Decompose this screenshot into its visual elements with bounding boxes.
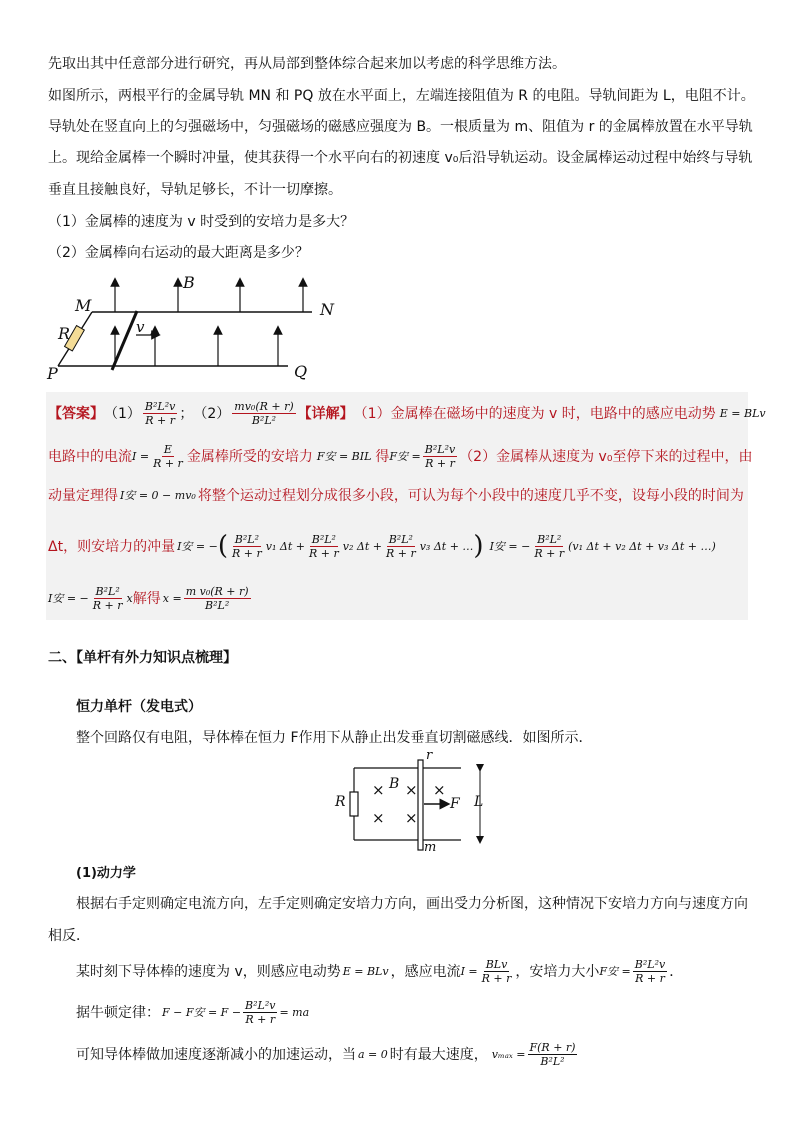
term-v1: v₁ Δt + xyxy=(265,539,305,553)
term-fraction xyxy=(307,533,341,560)
fraction-numerator: B²L² xyxy=(95,584,120,598)
dynamics-line-3 xyxy=(76,954,683,988)
fraction-denominator: R + r xyxy=(245,1012,276,1026)
force-symbol: F安 = xyxy=(389,450,421,463)
detail-text: 动量定理得 xyxy=(48,488,118,504)
label-q: Q xyxy=(294,362,308,381)
fraction-numerator: B²L² xyxy=(388,532,413,546)
fraction-denominator: R + r xyxy=(92,598,123,612)
term-fraction xyxy=(384,533,418,560)
fraction-numerator: B²L²v xyxy=(424,442,456,456)
label-force: F xyxy=(450,796,460,812)
term-fraction xyxy=(230,533,264,560)
dynamics-line-1: 根据右手定则确定电流方向，左手定则确定安培力方向，画出受力分析图，这种情况下安培力方向与速度方向 xyxy=(76,896,748,912)
label-n: N xyxy=(320,300,334,319)
detail-text: 得 xyxy=(375,449,390,465)
fraction-denominator: R + r xyxy=(153,456,183,470)
section-title: 二、【单杆有外力知识点梳理】 xyxy=(48,650,237,666)
detail-text: Δt，则安培力的冲量 xyxy=(48,539,176,555)
impulse-symbol: I安 = − xyxy=(48,592,89,605)
newton-equation: F − F安 = F − xyxy=(162,1006,242,1019)
answer-row-2 xyxy=(48,440,752,472)
impulse-symbol: I安 = − xyxy=(177,540,218,553)
force-fraction xyxy=(633,958,667,985)
term-fraction xyxy=(532,533,566,560)
dynamics-line-4 xyxy=(76,994,309,1030)
text: ，感应电流 xyxy=(390,964,461,980)
accel-zero: a = 0 xyxy=(358,1047,388,1061)
intro-line-3: 导轨处在竖直向上的匀强磁场中，匀强磁场的磁感应强度为 B。一根质量为 m、阻值为 r 的金属棒放置在水平导轨 xyxy=(48,119,753,135)
field-cross: × xyxy=(372,809,385,827)
fraction-denominator: R + r xyxy=(385,546,416,560)
fraction-numerator: E xyxy=(163,442,172,456)
newton-fraction xyxy=(243,999,277,1026)
metal-rod xyxy=(112,311,137,370)
fraction-denominator: B²L² xyxy=(205,598,230,612)
fraction-numerator: B²L² xyxy=(311,532,336,546)
fraction-numerator: m v₀(R + r) xyxy=(185,584,249,598)
distance-symbol: x xyxy=(126,591,133,605)
fraction-denominator: R + r xyxy=(308,546,339,560)
term-v2: v₂ Δt + xyxy=(342,539,382,553)
fraction-numerator: B²L² xyxy=(234,532,259,546)
label-p: P xyxy=(47,364,58,383)
answer-row-3 xyxy=(48,484,744,506)
term-fraction xyxy=(91,585,125,612)
detail-text: （2）金属棒从速度为 v₀至停下来的过程中，由 xyxy=(459,449,753,465)
fraction-denominator: R + r xyxy=(635,971,665,985)
answer-part-2: （2） xyxy=(193,406,231,422)
dynamics-line-2: 相反． xyxy=(48,928,90,944)
term-v3: v₃ Δt + … xyxy=(419,539,474,553)
detail-text-1: （1）金属棒在磁场中的速度为 v 时，电路中的感应电动势 xyxy=(353,406,716,422)
current-fraction xyxy=(151,443,185,470)
right-paren: ) xyxy=(473,531,484,561)
fraction-denominator: R + r xyxy=(425,456,455,470)
fraction-numerator: F(R + r) xyxy=(529,1040,576,1054)
dynamics-title: (1)动力学 xyxy=(76,866,136,881)
detail-text: 将整个运动过程划分成很多小段，可认为每个小段中的速度几乎不变，设每小段的时间为 xyxy=(197,488,744,504)
newton-tail: = ma xyxy=(279,1005,310,1019)
detail-text: 解得 xyxy=(132,591,161,607)
force-symbol: F安 = xyxy=(599,965,631,978)
text: 时有最大速度， xyxy=(389,1047,488,1063)
field-cross: × xyxy=(372,781,385,799)
resistor xyxy=(350,792,358,816)
text: ． xyxy=(669,964,684,980)
impulse-symbol: I安 = − xyxy=(489,540,531,553)
fraction-denominator: B²L² xyxy=(251,413,277,427)
text: 据牛顿定律： xyxy=(76,1005,160,1021)
intro-line-2: 如图所示，两根平行的金属导轨 MN 和 PQ 放在水平面上，左端连接阻值为 R 的电阻。导轨间距为 L，电阻不计。 xyxy=(48,88,755,104)
section-desc: 整个回路仅有电阻，导体棒在恒力 F作用下从静止出发垂直切割磁感线．如图所示． xyxy=(76,730,593,746)
fraction-numerator: B²L²v xyxy=(245,998,276,1012)
current-fraction xyxy=(480,958,514,985)
answer-tag: 【答案】 xyxy=(48,406,104,422)
label-b: B xyxy=(183,273,195,292)
fraction-numerator: BLv xyxy=(485,957,508,971)
answer-row-1 xyxy=(48,398,766,428)
text: 某时刻下导体棒的速度为 v，则感应电动势 xyxy=(76,964,341,980)
force-fraction xyxy=(423,443,457,470)
text: 可知导体棒做加速度逐渐减小的加速运动，当 xyxy=(76,1047,356,1063)
label-m: M xyxy=(75,296,92,315)
label-field: B xyxy=(389,776,400,792)
distance-fraction xyxy=(184,585,251,612)
answer-fraction-1 xyxy=(143,400,177,427)
field-cross: × xyxy=(405,809,418,827)
question-2: （2）金属棒向右运动的最大距离是多少？ xyxy=(48,245,309,261)
vmax-symbol: vₘₐₓ = xyxy=(491,1047,526,1061)
intro-line-4: 上。现给金属棒一个瞬时冲量，使其获得一个水平向右的初速度 v₀后沿导轨运动。设金属棒运动过程中始终与导轨 xyxy=(48,150,753,166)
intro-line-1: 先取出其中任意部分进行研究，再从局部到整体综合起来加以考虑的科学思维方法。 xyxy=(48,56,566,72)
vmax-fraction xyxy=(528,1041,578,1068)
current-symbol: I = xyxy=(132,449,150,463)
fraction-numerator: B²L² xyxy=(537,532,562,546)
label-width: L xyxy=(474,794,484,810)
fraction-denominator: R + r xyxy=(534,546,565,560)
question-1: （1）金属棒的速度为 v 时受到的安培力是多大？ xyxy=(48,214,355,230)
intro-line-5: 垂直且接触良好，导轨足够长，不计一切摩擦。 xyxy=(48,182,342,198)
answer-part-1: （1） xyxy=(104,406,141,422)
conductor-rod xyxy=(418,760,423,850)
label-v: v xyxy=(136,318,145,336)
detail-text: 电路中的电流 xyxy=(48,449,132,465)
fraction-denominator: R + r xyxy=(232,546,262,560)
answer-row-4 xyxy=(48,526,716,566)
fraction-numerator: mv₀(R + r) xyxy=(234,399,294,413)
fraction-numerator: B²L²v xyxy=(144,399,176,413)
force-equation: F安 = BIL xyxy=(316,450,372,463)
label-r: R xyxy=(58,324,71,343)
text: ，安培力大小 xyxy=(515,964,600,980)
current-symbol: I = xyxy=(460,964,478,978)
impulse-sum: (v₁ Δt + v₂ Δt + v₃ Δt + …) xyxy=(568,539,716,553)
section-subtitle: 恒力单杆（发电式） xyxy=(76,699,202,715)
answer-fraction-2 xyxy=(232,400,295,427)
fraction-numerator: B²L²v xyxy=(634,957,666,971)
fraction-denominator: B²L² xyxy=(540,1054,565,1068)
dynamics-line-5 xyxy=(76,1036,579,1072)
fraction-denominator: R + r xyxy=(145,413,176,427)
momentum-equation: I安 = 0 − mv₀ xyxy=(120,489,196,502)
detail-tag: 【详解】 xyxy=(297,406,354,422)
answer-separator: ； xyxy=(179,406,194,422)
detail-text: 金属棒所受的安培力 xyxy=(186,449,313,465)
left-paren: ( xyxy=(217,531,229,561)
distance-equation: x = xyxy=(162,591,182,605)
field-cross: × xyxy=(433,781,446,799)
emf-equation: E = BLv xyxy=(342,964,389,978)
fraction-denominator: R + r xyxy=(481,971,512,985)
answer-row-5 xyxy=(48,580,253,616)
label-resistor: R xyxy=(335,794,346,810)
field-cross: × xyxy=(405,781,418,799)
label-rod-resistance: r xyxy=(426,748,433,763)
emf-equation: E = BLv xyxy=(719,406,766,420)
label-rod-mass: m xyxy=(424,840,437,855)
